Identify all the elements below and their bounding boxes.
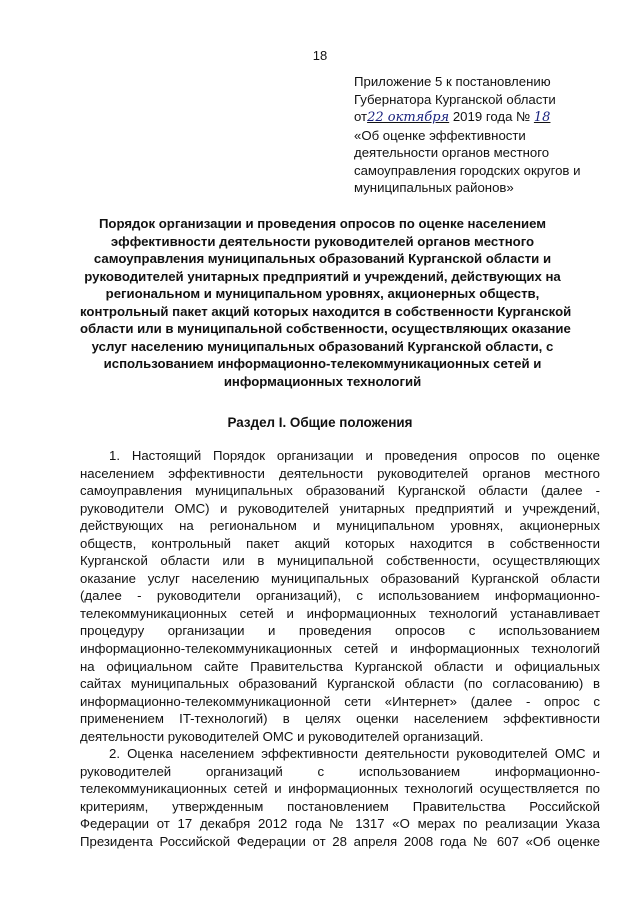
paragraph-line: оказание услуг населению муниципальных образований Курганской области	[80, 570, 600, 586]
paragraph-line: Курганской области или в муниципальной собственности, осуществляющих	[80, 553, 600, 569]
title-line: региональном и муниципальном уровнях, акционерных обществ,	[105, 286, 540, 301]
title-line: руководителей унитарных предприятий и учреждений, действующих на	[84, 268, 561, 284]
appendix-date-prefix: от	[354, 109, 368, 124]
paragraph-1	[80, 447, 600, 745]
paragraph-line: на официальном сайте Правительства Курганской области и официальных	[80, 658, 600, 674]
body-text	[80, 447, 600, 851]
appendix-line-3	[354, 108, 624, 127]
title-line: области или в муниципальной собственности, осуществляющих оказание	[80, 321, 571, 336]
paragraph-line: телекоммуникационных сетей и информационных технологий устанавливает	[80, 605, 600, 621]
appendix-header	[354, 73, 624, 197]
title-line: контрольный пакет акций которых находится в собственности Курганской	[80, 303, 572, 319]
appendix-line-6: самоуправления городских округов и	[354, 162, 581, 178]
paragraph-line: 1. Настоящий Порядок организации и проведения опросов по оценке	[109, 448, 600, 463]
appendix-line-1: Приложение 5 к постановлению	[354, 74, 551, 89]
appendix-line-5: деятельности органов местного	[354, 145, 550, 160]
paragraph-line: применением IT-технологий) в целях оценки населением эффективности	[80, 711, 600, 727]
document-title	[80, 215, 572, 390]
title-line: информационных технологий	[223, 373, 422, 389]
paragraph-line: (далее - руководители организаций), с использованием информационно-	[80, 588, 600, 604]
paragraph-line: процедуру организации и проведения опросов с использованием	[80, 623, 600, 639]
title-line: самоуправления муниципальных образований Курганской области и	[93, 251, 552, 266]
paragraph-line: Президента Российской Федерации от 28 апреля 2008 года № 607 «Об оценке	[80, 834, 600, 850]
title-line: услуг населению муниципальных образований Курганской области, с	[91, 338, 554, 354]
handwritten-number: 18	[533, 110, 551, 125]
appendix-line-2: Губернатора Курганской области	[354, 91, 556, 107]
page-number: 18	[312, 48, 328, 63]
appendix-line-4: «Об оценке эффективности	[354, 127, 526, 143]
title-line: эффективности деятельности руководителей органов местного	[110, 233, 535, 249]
paragraph-2	[80, 745, 600, 850]
handwritten-date: 22 октября	[367, 110, 450, 125]
paragraph-line: информационно-телекоммуникационной сети «Интернет» (далее - опрос с	[80, 693, 600, 709]
section-title: Раздел I. Общие положения	[227, 415, 413, 430]
paragraph-line: критериям, утвержденным постановлением Правительства Российской	[80, 798, 600, 814]
paragraph-line: Федерации от 17 декабря 2012 года № 1317 «О мерах по реализации Указа	[80, 816, 600, 832]
paragraph-line: деятельности руководителей ОМС и руководителей организаций.	[80, 728, 484, 744]
paragraph-line: действующих на региональном и муниципальном уровнях, акционерных	[80, 518, 600, 534]
paragraph-line: населением эффективности деятельности руководителей органов местного	[80, 465, 600, 481]
paragraph-line: самоуправления муниципальных образований Курганской области (далее -	[80, 483, 600, 499]
paragraph-line: 2. Оценка населением эффективности деятельности руководителей ОМС и	[109, 746, 600, 762]
appendix-year-number-label: 2019 года №	[452, 109, 531, 124]
paragraph-line: сайтах муниципальных образований Курганской области (по согласованию) в	[80, 676, 600, 692]
appendix-line-7: муниципальных районов»	[354, 180, 514, 195]
paragraph-line: телекоммуникационных сетей и информационных технологий осуществляется по	[80, 781, 600, 797]
paragraph-line: обществ, контрольный пакет акций которых находится в собственности	[80, 535, 600, 551]
title-line: использованием информационно-телекоммуникационных сетей и	[103, 356, 542, 371]
paragraph-line: информационно-телекоммуникационных сетей и информационных технологий	[80, 641, 600, 657]
title-line: Порядок организации и проведения опросов по оценке населением	[98, 216, 547, 231]
paragraph-line: руководители ОМС) и руководителей унитарных предприятий и учреждений,	[80, 500, 600, 516]
paragraph-line: руководителей организаций с использованием информационно-	[80, 763, 600, 779]
